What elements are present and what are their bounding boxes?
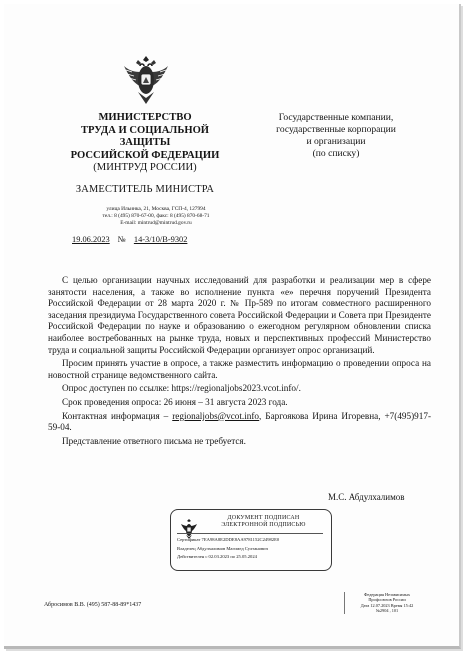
recipient-block xyxy=(256,112,416,160)
stamp-title-line: ЭЛЕКТРОННОЙ ПОДПИСЬЮ xyxy=(221,522,306,529)
registration-line xyxy=(72,235,187,244)
ministry-address xyxy=(76,206,236,227)
stamp-title xyxy=(201,515,326,530)
stamp-details xyxy=(177,536,327,562)
stamp-owner: Владелец Абдулхалимов Магомед Султанович xyxy=(177,545,268,551)
body-paragraph: Представление ответного письма не требуется. xyxy=(62,435,246,446)
federation-line: Профсоюзов России xyxy=(368,597,406,603)
recipient-line: государственные корпорации xyxy=(276,124,396,135)
federation-line: Федерация Независимых xyxy=(363,592,410,597)
contact-email-link[interactable]: regionaljobs@vcot.info xyxy=(172,410,260,421)
registration-date: 19.06.2023 xyxy=(72,235,110,244)
email-line: E-mail: mintrud@mintrud.gov.ru xyxy=(120,220,192,226)
ministry-line: МИНИСТЕРСТВО xyxy=(98,112,192,123)
ministry-name xyxy=(60,112,230,162)
incoming-registration-stamp xyxy=(344,592,427,614)
federation-date: Дата 12.07.2023 Время 15:42 xyxy=(360,602,414,608)
number-sign: № xyxy=(117,235,126,244)
registration-number: 14-3/10/В-9302 xyxy=(133,235,188,244)
federation-number: №2904 , 101 xyxy=(375,608,399,614)
stamp-validity: Действителен с 02.03.2023 по 25.05.2024 xyxy=(177,554,257,560)
stamp-certificate: Сертификат 7EA98A8E2DDE8AA9781152C24982E0 xyxy=(177,537,280,542)
survey-link-paragraph: Опрос доступен по ссылке: https://regionaljobs2023.vcot.info/. xyxy=(62,383,301,394)
executor-contact: Абросимов В.В. (495) 587-88-89*1437 xyxy=(44,602,142,608)
letter-body xyxy=(48,275,431,447)
recipient-line: (по списку) xyxy=(312,148,360,159)
contact-paragraph xyxy=(48,411,431,434)
ministry-line: ЗАЩИТЫ xyxy=(119,137,171,149)
ministry-line: РОССИЙСКОЙ ФЕДЕРАЦИИ xyxy=(70,149,220,161)
stamp-divider xyxy=(177,533,323,534)
signer-name: М.С. Абдулхалимов xyxy=(328,492,405,502)
signer-position: ЗАМЕСТИТЕЛЬ МИНИСТРА xyxy=(75,184,215,195)
phone-line: тел.: 8 (495) 870-67-00, факс: 8 (495) 870-68-71 xyxy=(102,213,210,219)
recipient-line: и организации xyxy=(306,136,366,147)
ministry-line: ТРУДА И СОЦИАЛЬНОЙ xyxy=(80,124,210,136)
address-line: улица Ильинка, 21, Москва, ГСП-4, 127994 xyxy=(106,206,206,212)
contact-prefix: Контактная информация – xyxy=(62,410,173,421)
recipient-line: Государственные компании, xyxy=(278,112,394,123)
stamp-title-line: ДОКУМЕНТ ПОДПИСАН xyxy=(227,515,300,521)
body-paragraph: С целью организации научных исследований для разработки и реализации мер в сфере занятости населения, а также во исполнение пункта «е» перечня поручений Президента Российской Федерации от 28 марта 2020 г. № Пр-589 по итогам совместного расширенного заседания президиума Государственного совета Российской Федерации и Совета при Президенте Российской Федерации по науке и образованию о ежегодном регулярном обновлении списка наиболее востребованных на рынке труда, новых и перспективных профессий Министерство труда и социальной защиты Российской Федерации организует опрос организаций. xyxy=(48,275,431,355)
electronic-signature-stamp xyxy=(170,509,332,571)
coat-of-arms-emblem xyxy=(118,52,174,108)
contact-suffix: , Баргоякова Ирина Игоревна, +7(495)917-59-04. xyxy=(48,410,431,433)
survey-period-paragraph: Срок проведения опроса: 26 июня – 31 августа 2023 года. xyxy=(62,396,288,407)
ministry-short-name: (МИНТРУД РОССИИ) xyxy=(93,162,197,173)
body-paragraph: Просим принять участие в опросе, а также разместить информацию о проведении опроса на новостной странице ведомственного сайта. xyxy=(48,358,431,380)
